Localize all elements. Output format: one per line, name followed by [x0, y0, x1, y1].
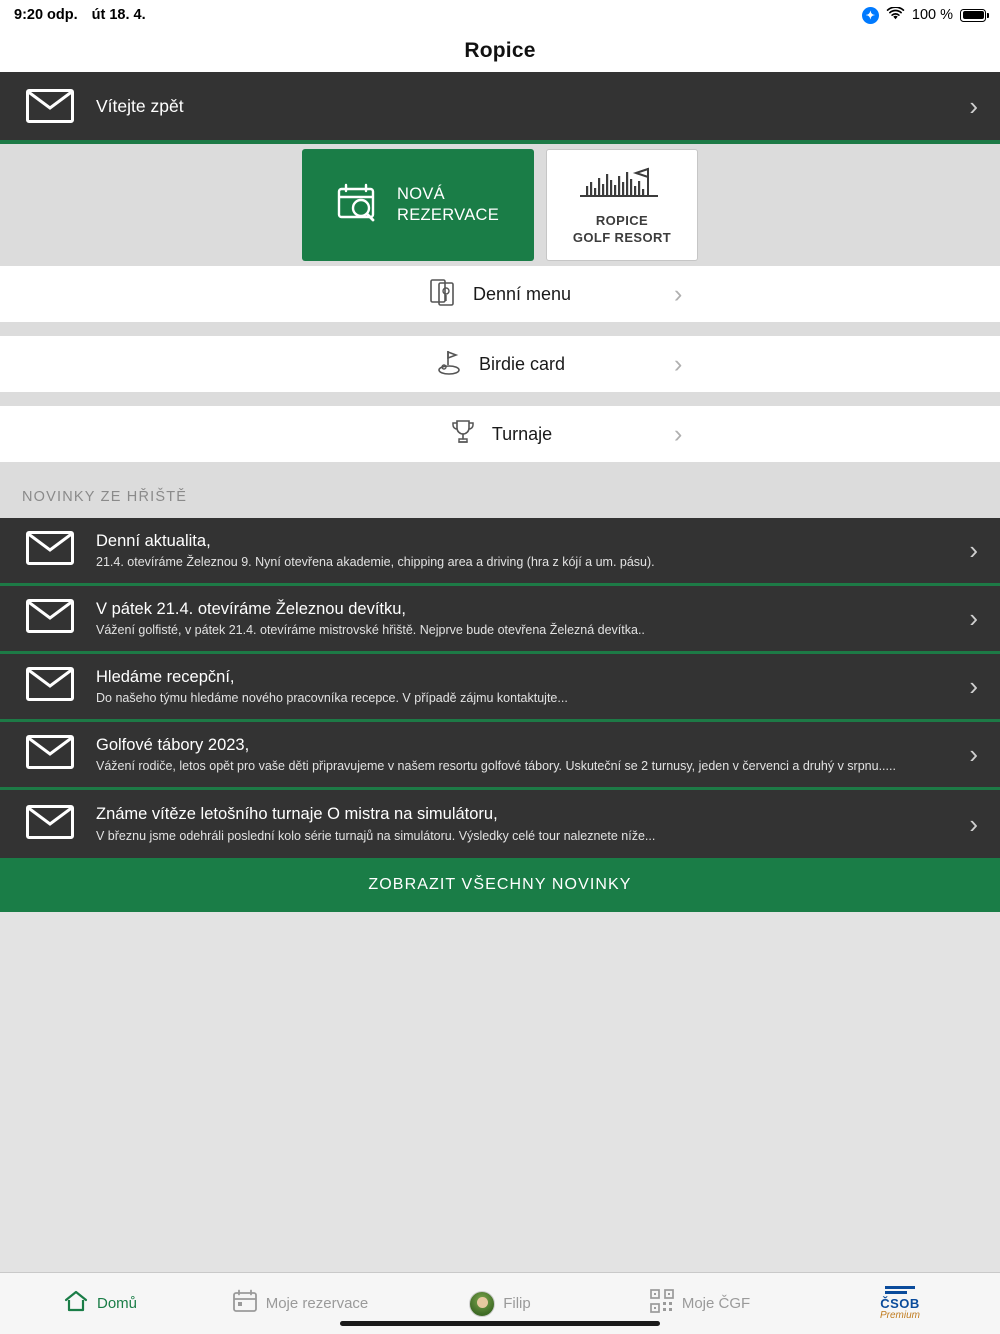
menu-card-icon — [429, 277, 459, 312]
resort-name — [573, 213, 671, 246]
csob-label: ČSOB — [880, 1296, 920, 1311]
avatar — [469, 1291, 495, 1317]
status-time: 9:20 odp. — [14, 7, 78, 23]
new-reservation-line2: REZERVACE — [396, 206, 500, 224]
news-title: Golfové tábory 2023, — [96, 735, 250, 754]
page-title: Ropice — [464, 39, 536, 62]
csob-logo-icon — [880, 1286, 920, 1321]
chevron-right-icon: › — [674, 419, 683, 448]
tab-label: Moje rezervace — [265, 1295, 369, 1312]
tab-moje-cgf[interactable] — [600, 1289, 800, 1318]
envelope-icon — [26, 667, 74, 706]
envelope-icon — [26, 599, 74, 638]
status-bar-right — [862, 7, 986, 24]
news-subtitle: Vážení rodiče, letos opět pro vaše děti připravujeme v našem resortu golfové tábory. Uskuteční se 2 turnusy, jeden v červenci a druhý v srpnu..... — [96, 759, 896, 774]
golf-course-logo-icon — [572, 164, 672, 209]
chevron-right-icon: › — [969, 739, 978, 769]
wifi-icon — [886, 7, 905, 24]
tab-label: Domů — [96, 1295, 137, 1312]
chevron-right-icon: › — [674, 279, 683, 308]
news-list — [0, 518, 1000, 858]
news-title: Známe vítěze letošního turnaje O mistra na simulátoru, — [96, 805, 498, 824]
qr-code-icon — [650, 1289, 674, 1318]
tab-label: Filip — [503, 1295, 531, 1312]
home-indicator[interactable] — [340, 1321, 660, 1326]
list-item[interactable] — [0, 586, 1000, 654]
menu-row-denni-menu[interactable] — [0, 266, 1000, 322]
title-bar — [0, 30, 1000, 72]
tab-moje-rezervace[interactable] — [200, 1289, 400, 1318]
news-title: Denní aktualita, — [96, 531, 211, 550]
tab-profile[interactable] — [400, 1291, 600, 1317]
news-subtitle: Do našeho týmu hledáme nového pracovníka recepce. V případě zájmu kontaktujte... — [96, 691, 568, 706]
resort-line1: ROPICE — [595, 213, 649, 229]
tab-csob-premium[interactable] — [800, 1286, 1000, 1321]
resort-line2: GOLF RESORT — [572, 229, 672, 245]
resort-logo-button[interactable] — [546, 149, 698, 261]
new-reservation-button[interactable] — [302, 149, 534, 261]
bluetooth-icon: ✦ — [862, 7, 879, 24]
news-subtitle: 21.4. otevíráme Železnou 9. Nyní otevřena akademie, chipping area a driving (hra z kójí a um. pásu). — [96, 555, 655, 570]
welcome-label: Vítejte zpět — [96, 95, 184, 116]
menu-row-turnaje[interactable] — [0, 406, 1000, 462]
status-bar — [0, 0, 1000, 30]
envelope-icon — [26, 805, 74, 844]
news-section-heading: NOVINKY ZE HŘIŠTĚ — [0, 476, 1000, 518]
news-title: Hledáme recepční, — [96, 667, 235, 686]
calendar-icon — [232, 1289, 258, 1318]
new-reservation-line1: NOVÁ — [396, 185, 445, 204]
tab-home[interactable] — [0, 1289, 200, 1318]
list-item[interactable] — [0, 790, 1000, 858]
chevron-right-icon: › — [969, 671, 978, 701]
status-bar-left — [14, 7, 146, 23]
empty-area — [0, 912, 1000, 1272]
status-date: út 18. 4. — [91, 7, 146, 23]
menu-row-label: Denní menu — [472, 283, 572, 304]
envelope-icon — [26, 735, 74, 774]
chevron-right-icon: › — [674, 349, 683, 378]
chevron-right-icon: › — [969, 808, 978, 839]
calendar-search-icon — [337, 183, 381, 228]
list-item[interactable] — [0, 654, 1000, 722]
chevron-right-icon: › — [969, 603, 978, 633]
menu-row-label: Birdie card — [478, 353, 566, 374]
envelope-icon — [26, 531, 74, 570]
home-icon — [63, 1289, 89, 1318]
quick-actions — [0, 144, 1000, 266]
csob-sublabel: Premium — [879, 1310, 920, 1321]
news-subtitle: Vážení golfisté, v pátek 21.4. otevíráme mistrovské hřiště. Nejprve bude otevřena Železná devítka.. — [96, 623, 645, 638]
birdie-card-icon — [435, 347, 465, 382]
list-item[interactable] — [0, 722, 1000, 790]
menu-row-label: Turnaje — [491, 423, 553, 444]
battery-percent: 100 % — [911, 7, 953, 23]
welcome-banner[interactable] — [0, 72, 1000, 144]
envelope-icon — [26, 89, 74, 123]
menu-row-birdie-card[interactable] — [0, 336, 1000, 392]
chevron-right-icon: › — [969, 535, 978, 565]
news-subtitle: V březnu jsme odehráli poslední kolo série turnajů na simulátoru. Výsledky celé tour naleznete níže... — [96, 828, 656, 843]
chevron-right-icon: › — [969, 91, 978, 121]
show-all-news-button[interactable]: ZOBRAZIT VŠECHNY NOVINKY — [0, 858, 1000, 912]
news-title: V pátek 21.4. otevíráme Železnou devítku, — [96, 599, 407, 618]
list-item[interactable] — [0, 518, 1000, 586]
trophy-icon — [448, 417, 478, 452]
new-reservation-label — [397, 184, 499, 225]
battery-full-icon — [960, 9, 986, 22]
tab-label: Moje ČGF — [681, 1295, 751, 1312]
